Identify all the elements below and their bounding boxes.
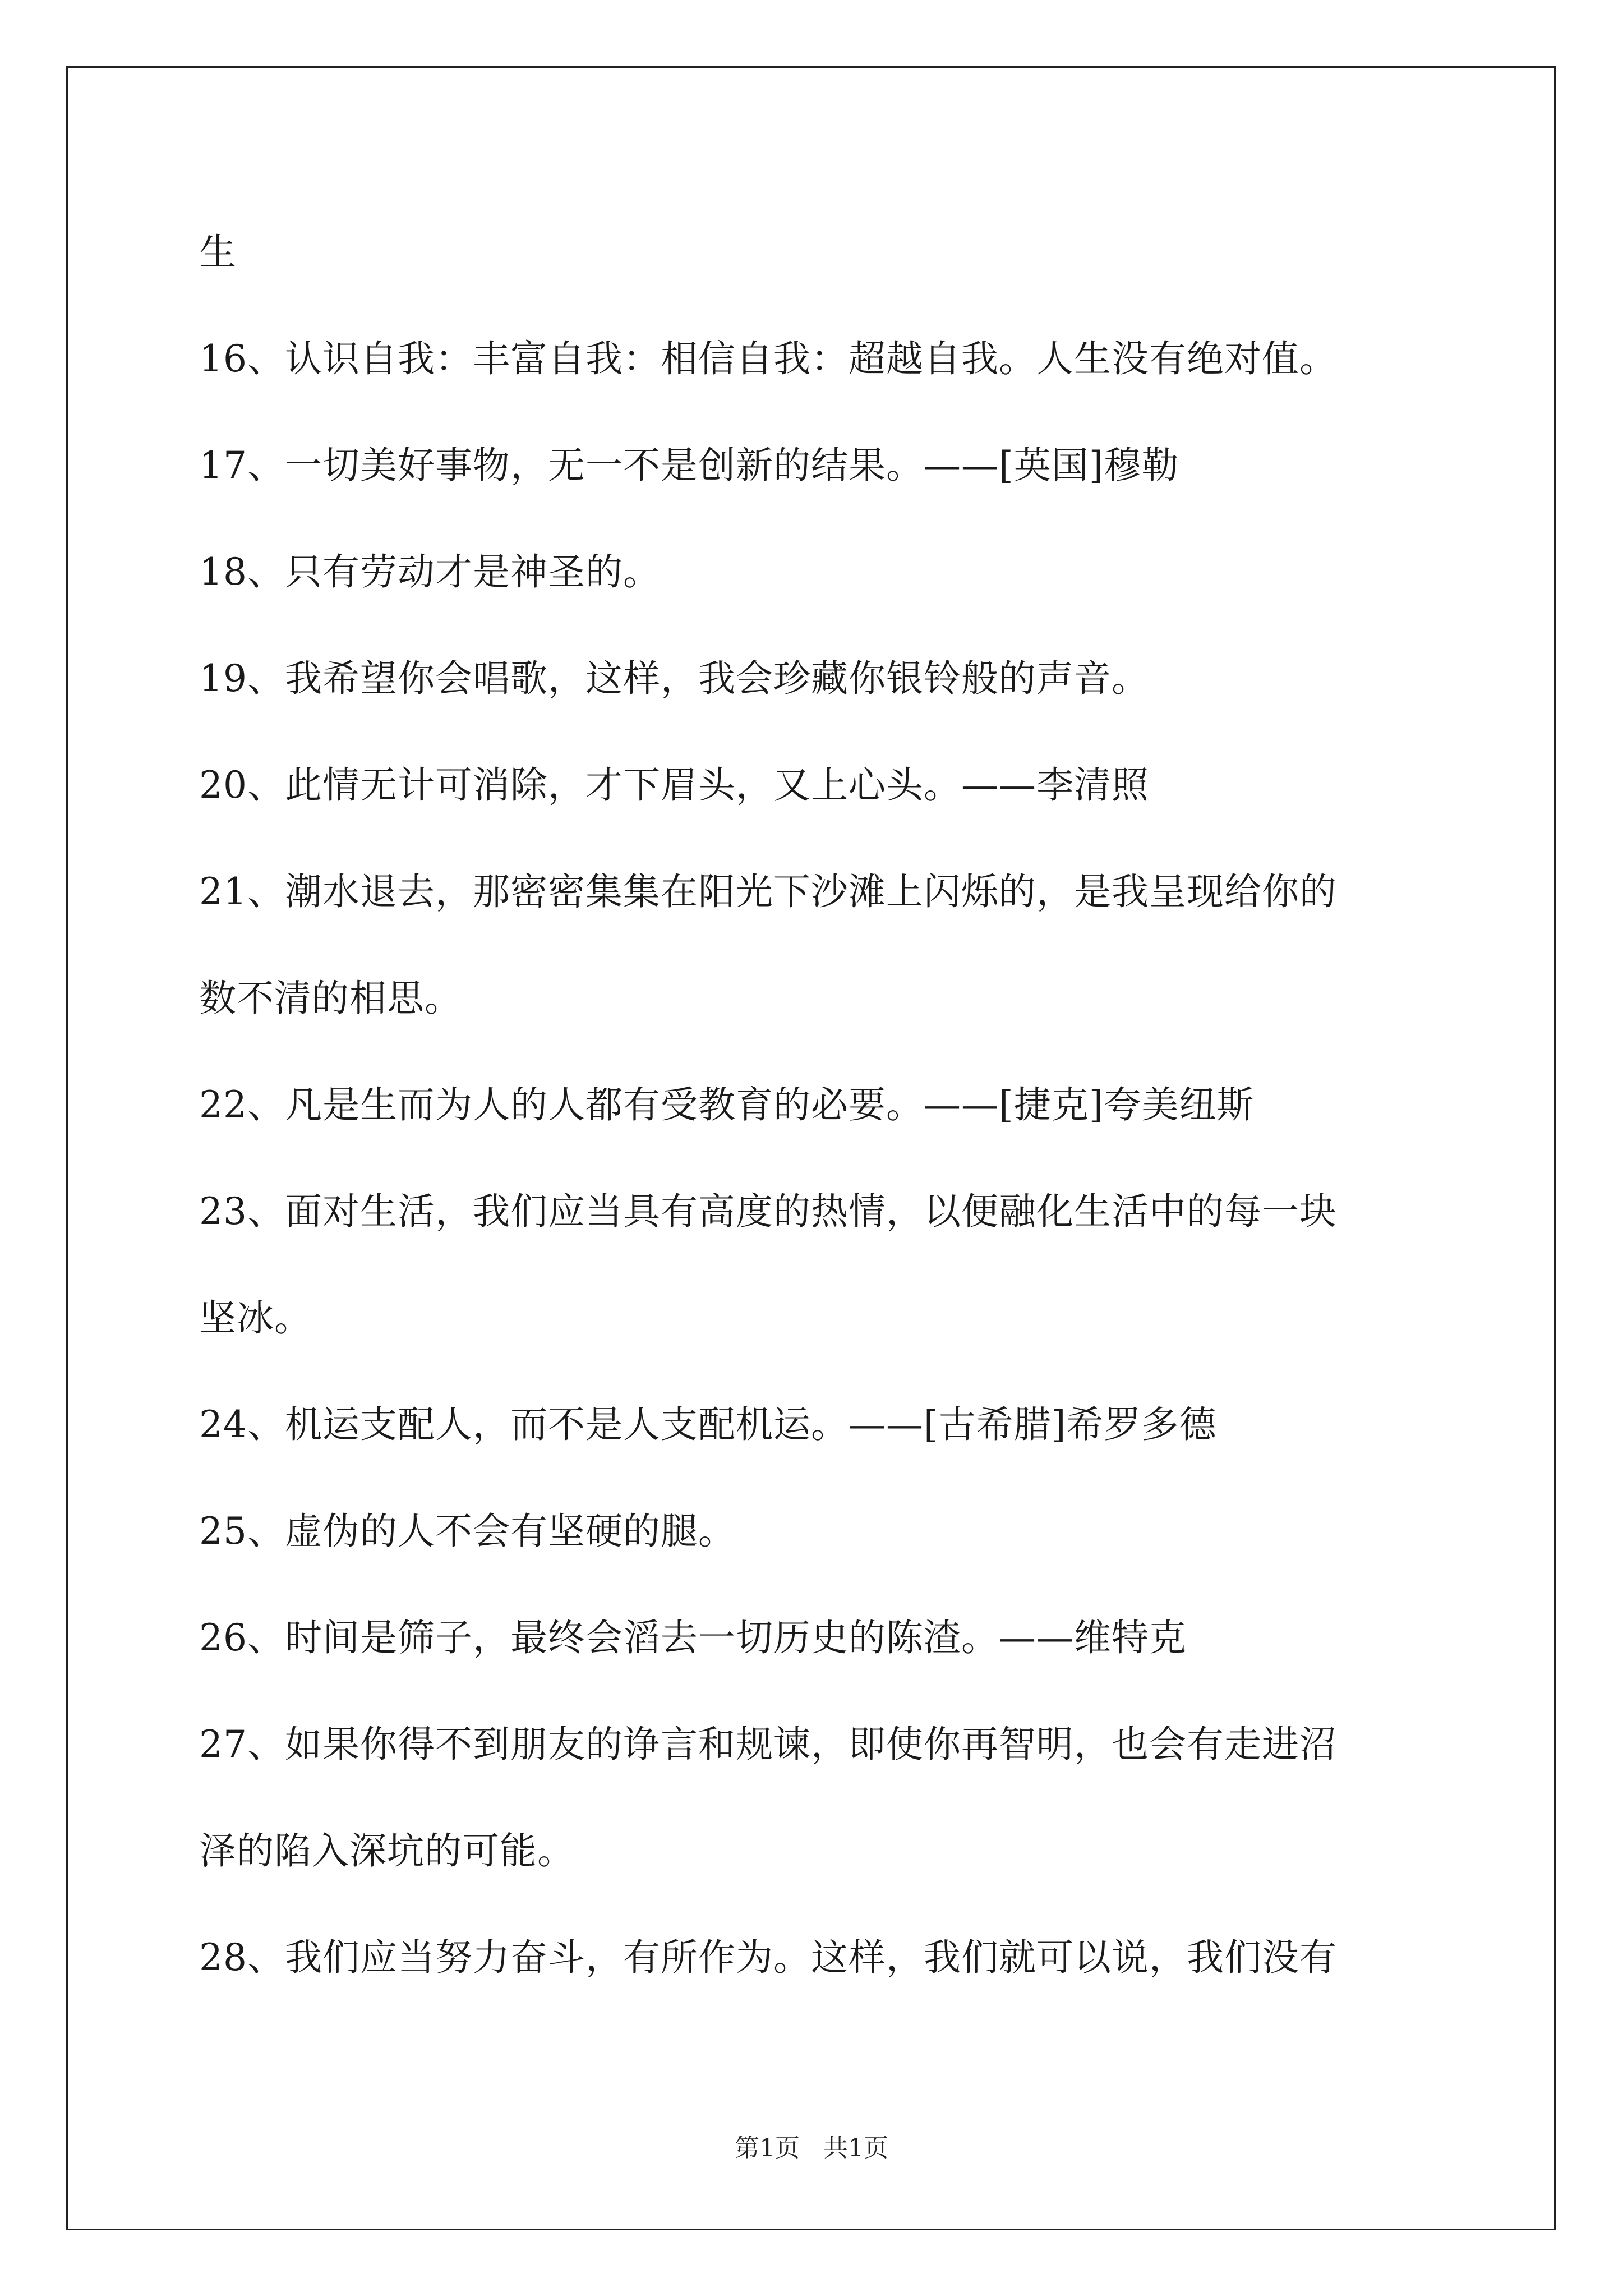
text-line: 28、我们应当努力奋斗，有所作为。这样，我们就可以说，我们没有 xyxy=(199,1936,1337,1979)
text-line: 21、潮水退去，那密密集集在阳光下沙滩上闪烁的，是我呈现给你的 xyxy=(199,870,1337,913)
text-line: 20、此情无计可消除，才下眉头，又上心头。——李清照 xyxy=(199,763,1149,807)
text-line: 17、一切美好事物，无一不是创新的结果。——[英国]穆勒 xyxy=(199,444,1179,487)
text-line: 数不清的相思。 xyxy=(199,977,462,1020)
text-line: 24、机运支配人，而不是人支配机运。——[古希腊]希罗多德 xyxy=(199,1403,1217,1446)
text-line: 19、我希望你会唱歌，这样，我会珍藏你银铃般的声音。 xyxy=(199,657,1149,700)
text-line: 26、时间是筛子，最终会滔去一切历史的陈渣。——维特克 xyxy=(199,1616,1187,1659)
text-line: 27、如果你得不到朋友的诤言和规谏，即使你再智明，也会有走进沼 xyxy=(199,1723,1337,1766)
text-line: 23、面对生活，我们应当具有高度的热情，以便融化生活中的每一块 xyxy=(199,1190,1337,1233)
text-line: 泽的陷入深坑的可能。 xyxy=(199,1829,575,1872)
text-line: 坚冰。 xyxy=(199,1296,312,1340)
text-line: 18、只有劳动才是神圣的。 xyxy=(199,550,661,593)
document-body xyxy=(199,219,1433,2031)
text-line: 16、认识自我：丰富自我：相信自我：超越自我。人生没有绝对值。 xyxy=(199,337,1337,380)
text-line: 22、凡是生而为人的人都有受教育的必要。——[捷克]夸美纽斯 xyxy=(199,1083,1255,1126)
page-footer: 第1页 共1页 xyxy=(735,2134,888,2162)
text-line: 生 xyxy=(199,231,237,274)
text-line: 25、虚伪的人不会有坚硬的腿。 xyxy=(199,1510,736,1553)
